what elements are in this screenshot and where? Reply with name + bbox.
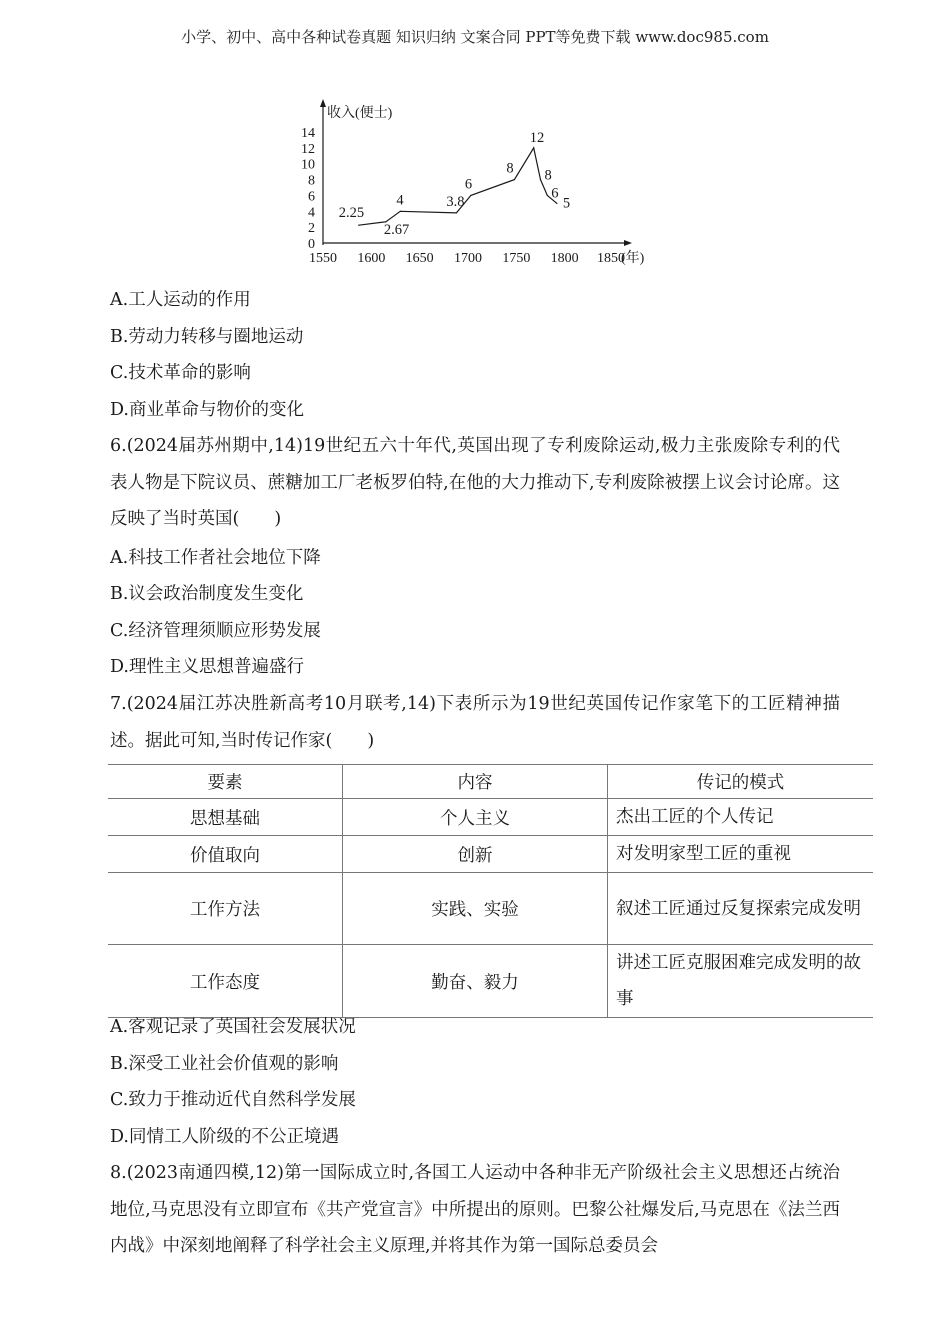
data-point: [456, 212, 457, 213]
table-cell: 个人主义: [343, 799, 608, 836]
data-point: [547, 195, 548, 196]
data-point: [533, 147, 534, 148]
y-tick-label: 2: [308, 221, 315, 237]
y-tick-label: 0: [308, 237, 315, 252]
data-label: 6: [551, 185, 559, 202]
q5-option-b: B.劳动力转移与圈地运动: [110, 327, 304, 347]
table-cell: 勤奋、毅力: [343, 945, 608, 1018]
table-header-row: [108, 765, 873, 799]
table-header-cell: 要素: [108, 765, 343, 799]
table-row: [108, 799, 873, 836]
table-cell: 实践、实验: [343, 873, 608, 945]
q5-option-a: A.工人运动的作用: [110, 290, 251, 310]
page-header: 小学、初中、高中各种试卷真题 知识归纳 文案合同 PPT等免费下载 www.doc985.com: [181, 28, 769, 46]
x-axis-label: (年): [621, 251, 645, 266]
q5-option-c: C.技术革命的影响: [110, 363, 251, 383]
table-header-cell: 传记的模式: [608, 765, 874, 799]
income-series-line: [359, 148, 557, 225]
y-axis-label: 收入(便士): [327, 106, 393, 121]
q7-stem: 7.(2024届江苏决胜新高考10月联考,14)下表所示为19世纪英国传记作家笔下的工匠精神描述。据此可知,当时传记作家( ): [110, 694, 840, 751]
data-point: [540, 179, 541, 180]
table-cell: 杰出工匠的个人传记: [608, 799, 874, 836]
y-tick-label: 6: [308, 189, 315, 205]
data-point: [470, 195, 471, 196]
data-label: 12: [529, 129, 545, 146]
data-label: 3.8: [446, 193, 465, 210]
x-tick-label: 1750: [502, 251, 531, 266]
q7-option-d: D.同情工人阶级的不公正境遇: [110, 1127, 339, 1147]
q5-option-d: D.商业革命与物价的变化: [110, 400, 304, 420]
q6-option-a: A.科技工作者社会地位下降: [110, 548, 321, 568]
x-tick-label: 1850: [597, 251, 625, 266]
q8-stem: 8.(2023南通四模,12)第一国际成立时,各国工人运动中各种非无产阶级社会主义思想还占统治地位,马克思没有立即宣布《共产党宣言》中所提出的原则。巴黎公社爆发后,马克思在《法兰西内战》中深刻地阐释了科学社会主义原理,并将其作为第一国际总委员会: [110, 1163, 840, 1256]
data-label: 8: [544, 167, 552, 184]
data-label: 5: [562, 195, 571, 212]
q6-option-b: B.议会政治制度发生变化: [110, 584, 304, 604]
y-tick-label: 10: [301, 157, 315, 173]
data-point: [514, 179, 515, 180]
x-tick-label: 1800: [550, 251, 579, 266]
data-label: 8: [506, 160, 514, 177]
y-tick-label: 12: [301, 141, 315, 157]
table-header-cell: 内容: [343, 765, 608, 799]
x-tick-label: 1650: [405, 251, 434, 266]
x-tick-label: 1600: [357, 251, 386, 266]
table-cell: 对发明家型工匠的重视: [608, 836, 874, 873]
q7-option-a: A.客观记录了英国社会发展状况: [110, 1017, 356, 1037]
q7-table: [108, 764, 873, 1018]
x-tick-label: 1700: [454, 251, 482, 266]
data-point: [400, 211, 401, 212]
y-tick-label: 14: [301, 126, 315, 141]
y-axis-arrow: [320, 99, 326, 107]
table-cell: 工作态度: [108, 945, 343, 1018]
data-label: 2.67: [383, 221, 410, 238]
income-line-chart: [290, 95, 660, 275]
data-label: 2.25: [338, 205, 365, 222]
q6-stem: 6.(2024届苏州期中,14)19世纪五六十年代,英国出现了专利废除运动,极力主张废除专利的代表人物是下院议员、蔗糖加工厂老板罗伯特,在他的大力推动下,专利废除被摆上议会讨论席。这反映了当时英国( ): [110, 436, 840, 529]
x-tick-label: 1550: [309, 251, 337, 266]
q7-option-c: C.致力于推动近代自然科学发展: [110, 1090, 356, 1110]
y-tick-label: 8: [308, 173, 315, 189]
table-cell: 创新: [343, 836, 608, 873]
table-row: [108, 836, 873, 873]
table-cell: 思想基础: [108, 799, 343, 836]
table-row: [108, 945, 873, 1018]
table-cell: 叙述工匠通过反复探索完成发明: [608, 873, 874, 945]
q6-option-c: C.经济管理须顺应形势发展: [110, 621, 321, 641]
table-row: [108, 873, 873, 945]
table-cell: 工作方法: [108, 873, 343, 945]
q7-option-b: B.深受工业社会价值观的影响: [110, 1054, 339, 1074]
table-cell: 讲述工匠克服困难完成发明的故事: [608, 945, 874, 1018]
x-axis-arrow: [624, 240, 632, 246]
data-label: 6: [464, 176, 473, 193]
data-point: [556, 203, 557, 204]
data-point: [358, 225, 359, 226]
data-label: 4: [396, 192, 404, 209]
table-cell: 价值取向: [108, 836, 343, 873]
q6-option-d: D.理性主义思想普遍盛行: [110, 657, 304, 677]
y-tick-label: 4: [308, 205, 315, 221]
